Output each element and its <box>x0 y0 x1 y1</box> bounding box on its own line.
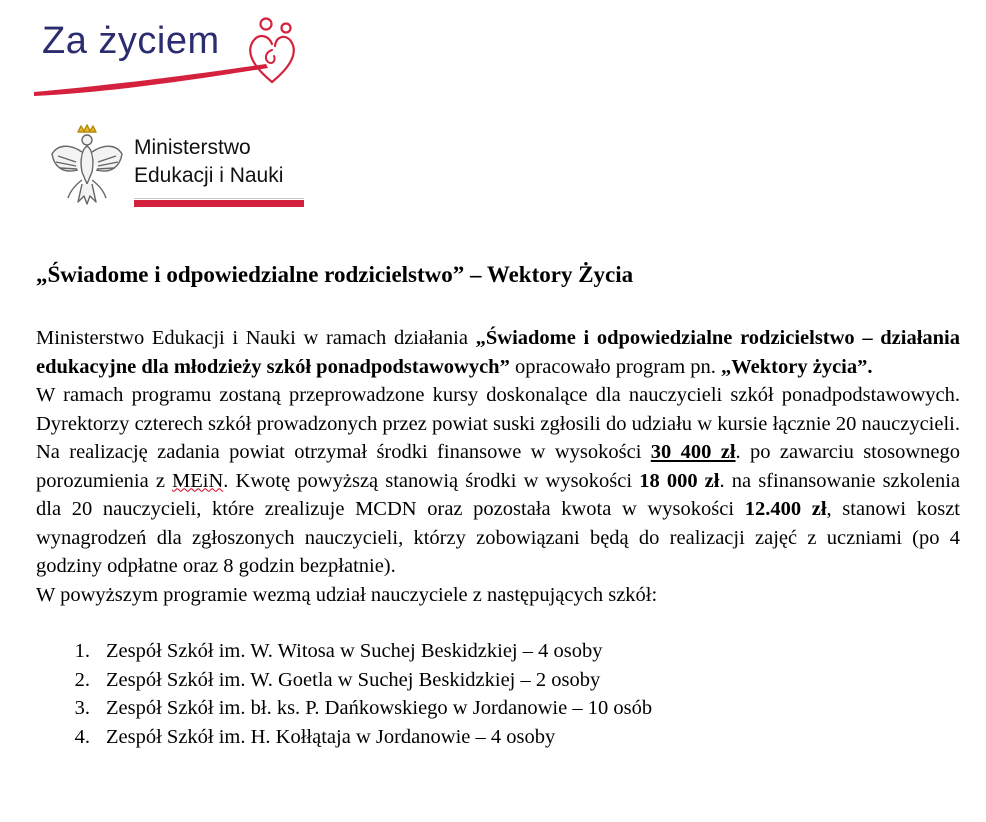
amount-total: 30 400 zł <box>650 441 736 463</box>
program-name: „Wektory życia”. <box>721 355 873 378</box>
list-item <box>36 723 960 752</box>
amount-rest: 12.400 zł <box>744 498 827 520</box>
list-item-number: 1. <box>74 640 90 662</box>
list-item-text: Zespół Szkół im. W. Witosa w Suchej Beskidzkiej – 4 osoby <box>106 640 603 662</box>
schools-list <box>36 637 960 751</box>
action-name: „Świadome i odpowiedzialne rodzicielstwo – działania edukacyjne dla młodzieży szkół ponadpodstawowych” <box>36 327 960 378</box>
red-swoosh-decoration <box>30 60 310 100</box>
list-item-text: Zespół Szkół im. bł. ks. P. Dańkowskiego w Jordanowie – 10 osób <box>106 697 653 719</box>
document-title: „Świadome i odpowiedzialne rodzicielstwo” – Wektory Życia <box>36 262 634 287</box>
list-item-text: Zespół Szkół im. H. Kołłątaja w Jordanowie – 4 osoby <box>106 725 556 748</box>
za-zyciem-logo-text: Za życiem <box>42 20 220 62</box>
body-text-4: . na sfinansowanie szkolenia dla 20 nauczycieli, które zrealizuje MCDN oraz pozostała kwota w wysokości <box>36 469 960 520</box>
list-item-number: 4. <box>74 725 90 748</box>
mein-abbreviation: MEiN <box>172 469 224 492</box>
list-item <box>36 694 960 723</box>
intro-text-1: Ministerstwo Edukacji i Nauki w ramach działania <box>36 327 476 349</box>
list-item-number: 3. <box>74 697 90 719</box>
list-item-text: Zespół Szkół im. W. Goetla w Suchej Beskidzkiej – 2 osoby <box>106 668 601 691</box>
list-item-number: 2. <box>74 668 90 691</box>
body-text-5: , stanowi koszt wynagrodzeń dla zgłoszonych nauczycieli, którzy zobowiązani będą do realizacji zajęć z uczniami (po 4 godziny odpłatne oraz 8 godzin bezpłatnie). <box>36 498 961 577</box>
ministry-name-line1: Ministerstwo <box>134 136 251 159</box>
document-body <box>36 324 960 751</box>
amount-training: 18 000 zł <box>639 469 720 492</box>
body-text-1: W ramach programu zostaną przeprowadzone kursy doskonalące dla nauczycieli szkół ponadpodstawowych. Dyrektorzy czterech szkół prowadzonych przez powiat suski zgłosili do udziału w kursie łącznie 20 nauczycieli. Na realizację zadania powiat otrzymał środki finansowe w wysokości <box>36 384 960 463</box>
ministry-logo <box>48 122 310 214</box>
za-zyciem-logo <box>30 12 310 98</box>
ministry-name-line2: Edukacji i Nauki <box>134 164 284 187</box>
list-item <box>36 666 960 695</box>
intro-paragraph <box>36 324 960 381</box>
ministry-red-bar <box>134 200 304 207</box>
intro-text-2: opracowało program pn. <box>509 355 722 378</box>
body-text-3: . Kwotę powyższą stanowią środki w wysokości <box>223 469 640 492</box>
body-paragraph <box>36 381 960 581</box>
body-text-2: . po zawarciu stosownego porozumienia z <box>36 441 960 492</box>
white-eagle-emblem-icon <box>48 122 126 206</box>
list-item <box>36 637 960 666</box>
list-intro: W powyższym programie wezmą udział nauczyciele z następujących szkół: <box>36 583 658 606</box>
ministry-grey-line <box>134 198 304 199</box>
ministry-name <box>134 134 283 190</box>
